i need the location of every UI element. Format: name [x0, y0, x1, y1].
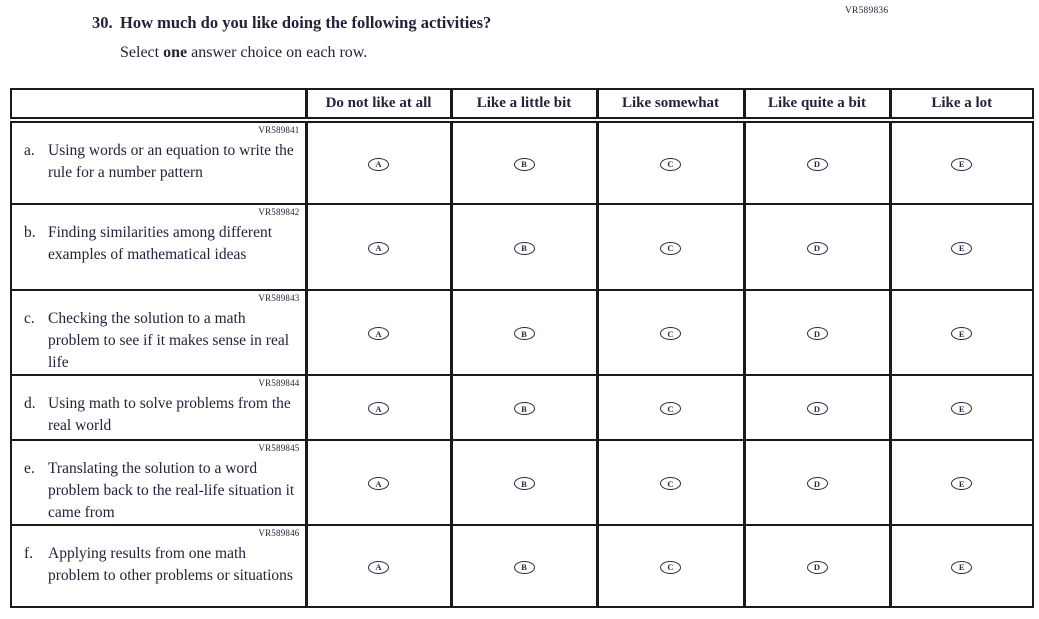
bubble-a[interactable]: A	[368, 158, 389, 171]
row-a-label: a.	[24, 142, 35, 159]
table-row-f	[11, 525, 1033, 607]
table-row-b	[11, 204, 1033, 290]
answer-cell	[306, 440, 451, 525]
bubble-a[interactable]: A	[368, 242, 389, 255]
row-f-text: Applying results from one math problem to other problems or situations	[48, 545, 293, 584]
answer-cell	[597, 120, 744, 204]
question-instruction	[120, 44, 491, 62]
answer-cell	[744, 204, 890, 290]
row-d-stem	[12, 393, 305, 437]
row-a-text: Using words or an equation to write the rule for a number pattern	[48, 142, 294, 181]
header-like-somewhat: Like somewhat	[597, 89, 744, 120]
row-b-vr-code: VR589842	[258, 207, 300, 217]
bubble-d[interactable]: D	[807, 327, 828, 340]
row-e-text: Translating the solution to a word problem back to the real-life situation it came from	[48, 460, 295, 521]
answer-cell	[597, 440, 744, 525]
page-vr-code: VR589836	[845, 6, 889, 16]
table-row-a	[11, 120, 1033, 204]
stem-cell-f	[11, 525, 306, 607]
answer-cell	[306, 204, 451, 290]
answer-cell	[890, 525, 1033, 607]
instruction-suffix: answer choice on each row.	[187, 44, 368, 61]
row-d-text: Using math to solve problems from the real world	[48, 395, 291, 434]
answer-cell	[890, 120, 1033, 204]
answer-cell	[890, 440, 1033, 525]
stem-cell-d	[11, 375, 306, 440]
answer-cell	[306, 120, 451, 204]
bubble-c[interactable]: C	[660, 242, 681, 255]
answer-cell	[597, 525, 744, 607]
answer-cell	[890, 375, 1033, 440]
row-a-stem	[12, 140, 305, 184]
answer-cell	[597, 290, 744, 375]
instruction-bold-word: one	[163, 44, 188, 61]
answer-cell	[451, 290, 597, 375]
answer-cell	[744, 290, 890, 375]
question-title: How much do you like doing the following activities?	[120, 13, 492, 32]
answer-cell	[451, 440, 597, 525]
row-b-label: b.	[24, 224, 36, 241]
bubble-a[interactable]: A	[368, 402, 389, 415]
bubble-e[interactable]: E	[951, 402, 972, 415]
bubble-d[interactable]: D	[807, 402, 828, 415]
answer-cell	[744, 120, 890, 204]
answer-cell	[306, 375, 451, 440]
row-a-vr-code: VR589841	[258, 125, 300, 135]
header-empty-cell	[11, 89, 306, 120]
row-b-stem	[12, 222, 305, 266]
row-d-label: d.	[24, 395, 36, 412]
row-f-stem	[12, 543, 305, 587]
bubble-c[interactable]: C	[660, 402, 681, 415]
answer-cell	[597, 204, 744, 290]
question-title-row	[92, 13, 491, 33]
answer-cell	[451, 204, 597, 290]
answer-cell	[890, 290, 1033, 375]
bubble-b[interactable]: B	[514, 242, 535, 255]
row-c-label: c.	[24, 310, 35, 327]
bubble-a[interactable]: A	[368, 327, 389, 340]
row-e-vr-code: VR589845	[258, 443, 300, 453]
header-do-not-like-at-all: Do not like at all	[306, 89, 451, 120]
answer-cell	[451, 375, 597, 440]
row-e-label: e.	[24, 460, 35, 477]
bubble-e[interactable]: E	[951, 242, 972, 255]
answer-cell	[744, 440, 890, 525]
bubble-b[interactable]: B	[514, 477, 535, 490]
answer-cell	[451, 525, 597, 607]
bubble-a[interactable]: A	[368, 561, 389, 574]
row-f-label: f.	[24, 545, 34, 562]
row-c-vr-code: VR589843	[258, 293, 300, 303]
row-e-stem	[12, 458, 305, 524]
row-c-text: Checking the solution to a math problem to see if it makes sense in real life	[48, 310, 290, 371]
question-number: 30.	[92, 13, 113, 32]
bubble-d[interactable]: D	[807, 477, 828, 490]
header-like-quite-a-bit: Like quite a bit	[744, 89, 890, 120]
header-row	[11, 89, 1033, 120]
bubble-b[interactable]: B	[514, 158, 535, 171]
stem-cell-c	[11, 290, 306, 375]
bubble-b[interactable]: B	[514, 402, 535, 415]
row-c-stem	[12, 308, 305, 374]
bubble-b[interactable]: B	[514, 327, 535, 340]
bubble-e[interactable]: E	[951, 477, 972, 490]
instruction-prefix: Select	[120, 44, 164, 61]
bubble-c[interactable]: C	[660, 477, 681, 490]
bubble-c[interactable]: C	[660, 561, 681, 574]
stem-cell-a	[11, 120, 306, 204]
answer-matrix-table	[10, 88, 1034, 608]
row-f-vr-code: VR589846	[258, 528, 300, 538]
answer-cell	[744, 375, 890, 440]
bubble-e[interactable]: E	[951, 327, 972, 340]
row-b-text: Finding similarities among different examples of mathematical ideas	[48, 224, 273, 263]
bubble-d[interactable]: D	[807, 242, 828, 255]
stem-cell-e	[11, 440, 306, 525]
answer-cell	[451, 120, 597, 204]
bubble-c[interactable]: C	[660, 158, 681, 171]
table-row-e	[11, 440, 1033, 525]
table-row-c	[11, 290, 1033, 375]
header-like-a-little-bit: Like a little bit	[451, 89, 597, 120]
bubble-a[interactable]: A	[368, 477, 389, 490]
bubble-d[interactable]: D	[807, 158, 828, 171]
stem-cell-b	[11, 204, 306, 290]
answer-cell	[744, 525, 890, 607]
bubble-d[interactable]: D	[807, 561, 828, 574]
header-like-a-lot: Like a lot	[890, 89, 1033, 120]
answer-cell	[306, 290, 451, 375]
bubble-e[interactable]: E	[951, 561, 972, 574]
bubble-e[interactable]: E	[951, 158, 972, 171]
row-d-vr-code: VR589844	[258, 378, 300, 388]
bubble-c[interactable]: C	[660, 327, 681, 340]
table-row-d	[11, 375, 1033, 440]
bubble-b[interactable]: B	[514, 561, 535, 574]
answer-cell	[306, 525, 451, 607]
answer-cell	[597, 375, 744, 440]
question-block	[92, 13, 491, 62]
answer-cell	[890, 204, 1033, 290]
